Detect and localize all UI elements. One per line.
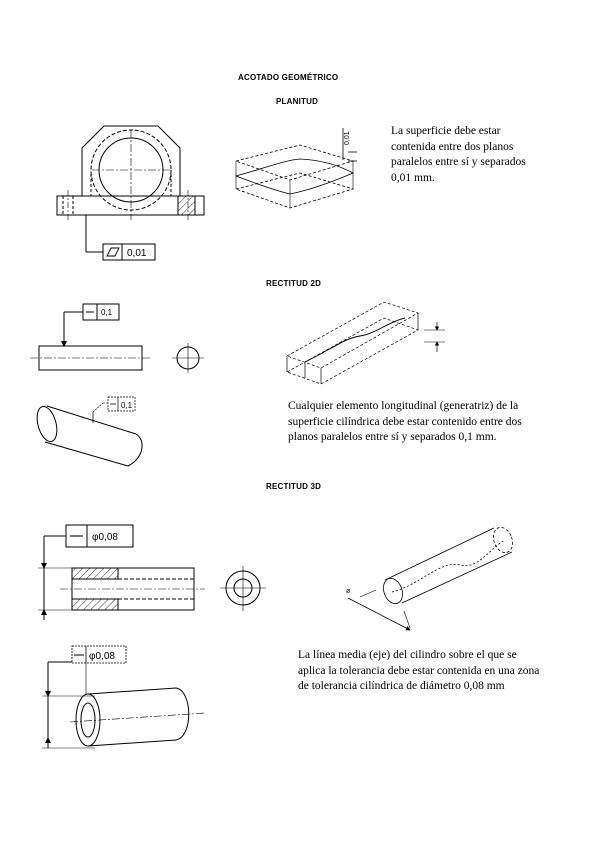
rectitud-3d-section-drawing <box>38 536 205 620</box>
planitud-zone-drawing <box>236 128 357 208</box>
rectitud-2d-tolerance-value-small: 0,1 <box>121 401 133 410</box>
rectitud-3d-tolerance-value-small: φ0,08 <box>89 651 115 662</box>
rectitud-3d-end-view <box>220 566 266 611</box>
rectitud-2d-shaft-drawing <box>30 312 150 370</box>
rectitud-2d-tolerance-value: 0,1 <box>101 308 113 317</box>
section-heading-rectitud-2d: RECTITUD 2D <box>266 279 322 288</box>
rectitud-2d-description: Cualquier elemento longitudinal (generatriz) de la superficie cilíndrica debe estar contenido entre dos planos paralelos entre sí y separados 0,1 mm. <box>288 400 522 443</box>
section-heading-rectitud-3d: RECTITUD 3D <box>266 482 322 491</box>
planitud-tolerance-frame <box>103 244 155 260</box>
planitud-tolerance-value: 0,01 <box>127 248 147 259</box>
rectitud-3d-isometric-tube <box>42 662 205 748</box>
rectitud-3d-description: La línea media (eje) del cilindro sobre el que se aplica la tolerancia debe estar contenida en una zona de tolerancia cilíndrica de diámetro 0,08 mm <box>298 649 540 692</box>
rectitud-3d-diameter-symbol: ø <box>346 588 351 595</box>
rectitud-3d-zone-drawing <box>348 525 516 630</box>
section-heading-planitud: PLANITUD <box>276 97 319 106</box>
rectitud-3d-tolerance-frame-small <box>72 646 126 663</box>
planitud-part-drawing <box>57 126 204 252</box>
planitud-description: La superficie debe estar contenida entre dos planos paralelos entre sí y separados 0,01 mm. <box>391 125 526 184</box>
rectitud-2d-tolerance-frame <box>83 304 119 320</box>
rectitud-3d-tolerance-frame <box>66 525 133 547</box>
rectitud-2d-section-circle <box>172 343 204 373</box>
rectitud-2d-tolerance-frame-small <box>108 397 135 411</box>
rectitud-3d-tolerance-value: φ0,08 <box>92 532 118 543</box>
document-title: ACOTADO GEOMÉTRICO <box>238 73 339 82</box>
planitud-dimension-label: 0,01 <box>344 131 351 145</box>
rectitud-2d-zone-drawing <box>287 302 445 384</box>
rectitud-2d-isometric-cylinder <box>34 403 142 466</box>
